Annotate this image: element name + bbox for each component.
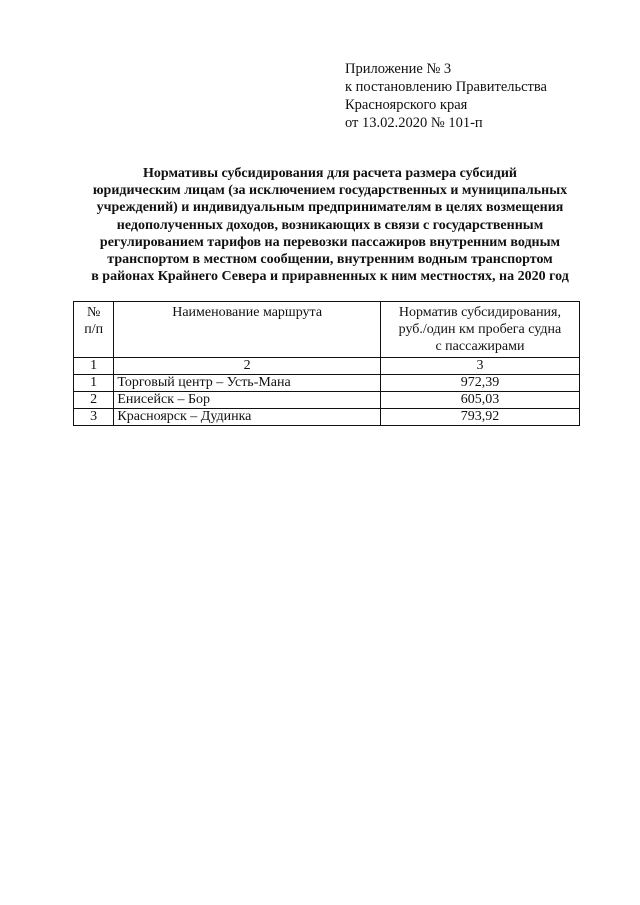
header-rate-line: с пассажирами [435, 339, 525, 354]
annex-header [345, 60, 547, 132]
annex-number: Приложение № 3 [345, 61, 452, 77]
subsidy-table [73, 301, 580, 426]
row-number: 2 [74, 392, 114, 409]
row-number: 1 [74, 375, 114, 392]
route-name: Красноярск – Дудинка [114, 409, 381, 426]
subsidy-value: 793,92 [380, 409, 579, 426]
subsidy-value: 605,03 [380, 392, 579, 409]
header-route-name [114, 302, 381, 358]
row-number: 3 [74, 409, 114, 426]
route-name: Енисейск – Бор [114, 392, 381, 409]
header-rate-line: руб./один км пробега судна [398, 322, 562, 337]
header-route-label: Наименование маршрута [172, 305, 323, 320]
table-header-row [74, 302, 580, 358]
header-number [74, 302, 114, 358]
title-line: регулированием тарифов на перевозки пассажиров внутренним водным [99, 234, 561, 250]
title-line: учреждений) и индивидуальным предпринимателям в целях возмещения [96, 200, 564, 216]
header-number-symbol: № [87, 305, 101, 320]
annex-date: от 13.02.2020 № 101-п [345, 115, 483, 131]
table-row [74, 409, 580, 426]
header-rate-line: Норматив субсидирования, [398, 305, 561, 320]
title-line: транспортом в местном сообщении, внутренним водным транспортом [107, 252, 553, 268]
subsidy-value: 972,39 [380, 375, 579, 392]
annex-reference: к постановлению Правительства [345, 79, 547, 95]
table-row [74, 392, 580, 409]
title-line: Нормативы субсидирования для расчета размера субсидий [143, 166, 517, 181]
title-line: в районах Крайнего Севера и приравненных к ним местностях, на 2020 год [91, 269, 569, 285]
table-row [74, 375, 580, 392]
column-number: 2 [114, 358, 381, 375]
header-number-abbrev: п/п [84, 322, 104, 337]
route-name: Торговый центр – Усть-Мана [114, 375, 381, 392]
column-numbering-row [74, 358, 580, 375]
title-line: недополученных доходов, возникающих в связи с государственным [116, 217, 544, 233]
header-subsidy-rate [380, 302, 579, 358]
document-title [60, 165, 600, 285]
annex-region: Красноярского края [345, 97, 468, 113]
column-number: 3 [380, 358, 579, 375]
title-line: юридическим лицам (за исключением государственных и муниципальных [92, 183, 568, 199]
column-number: 1 [74, 358, 114, 375]
